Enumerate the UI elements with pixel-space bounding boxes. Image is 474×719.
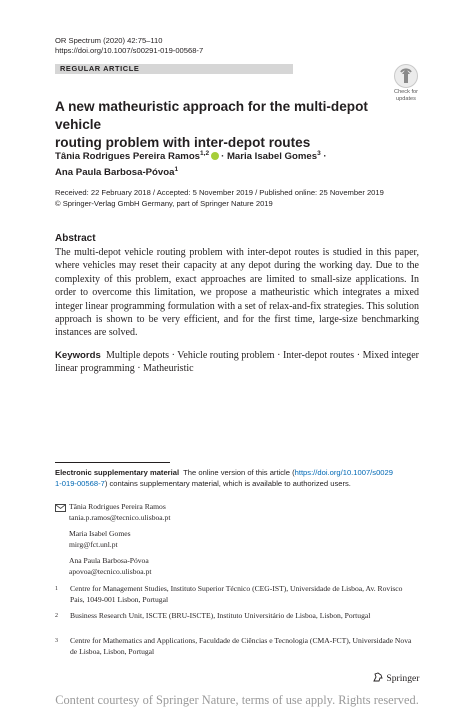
esm-text-before: The online version of this article ( [183, 468, 295, 477]
affiliation-3-text: Centre for Mathematics and Applications, Faculdade de Ciências e Tecnologia (CMA-FCT), Universidade Nova de Lisboa, Lisbon, Portugal [70, 636, 412, 656]
check-updates-line1: Check for [394, 89, 418, 95]
esm-text-after: ) contains supplementary material, which is available to authorized users. [104, 478, 351, 488]
keywords-label: Keywords [55, 350, 101, 361]
supplementary-note [55, 468, 415, 489]
contact-2-email[interactable]: mirg@fct.unl.pt [69, 539, 118, 549]
publisher-name: Springer [386, 673, 420, 684]
footnote-divider [55, 462, 170, 463]
keywords-text: Multiple depots · Vehicle routing problem · Inter-depot routes · Mixed integer linear programming · Matheuristic [55, 350, 420, 375]
affiliation-2-number: 2 [55, 613, 58, 619]
author-2: · Maria Isabel Gomes [221, 151, 318, 163]
esm-label: Electronic supplementary material [55, 468, 180, 477]
article-type-label: REGULAR ARTICLE [60, 64, 140, 73]
contact-2-name: Maria Isabel Gomes [69, 529, 131, 538]
journal-citation: OR Spectrum (2020) 42:75–110 [55, 36, 163, 45]
author-2-affil: 3 [317, 150, 321, 157]
date-history: Received: 22 February 2018 / Accepted: 5 November 2019 / Published online: 25 November 2019 [55, 188, 384, 197]
keywords-block [55, 349, 419, 376]
journal-header [55, 36, 203, 56]
author-1-affil: 1,2 [200, 150, 210, 157]
author-3-affil: 1 [174, 166, 179, 174]
esm-link-part2[interactable]: 1-019-00568-7 [55, 478, 105, 488]
abstract-text: The multi-depot vehicle routing problem with inter-depot routes is studied in this paper, where vehicles may reset their capacity at any depot during the working day. Due to the complexity of this problem, exact approaches are limited to small-size applications. In order to overcome this limitation, we propose a matheuristic which integrates a mixed integer linear programming formulation with a set of relax-and-fix strategies. This solution approach is shown to be very efficient, and for the first time, large-size benchmarking instances are solved. [55, 247, 419, 339]
affiliation-1-number: 1 [55, 586, 58, 592]
check-updates-line2: updates [396, 96, 416, 102]
author-1: Tânia Rodrigues Pereira Ramos [55, 151, 201, 163]
courtesy-footer: Content courtesy of Springer Nature, terms of use apply. Rights reserved. [55, 693, 419, 707]
author-3: Ana Paula Barbosa-Póvoa [55, 167, 175, 179]
check-updates-icon [394, 64, 418, 88]
corresponding-contacts [69, 502, 170, 577]
contact-3-name: Ana Paula Barbosa-Póvoa [69, 556, 149, 565]
copyright-line: © Springer-Verlag GmbH Germany, part of Springer Nature 2019 [55, 198, 273, 208]
contact-1-email[interactable]: tania.p.ramos@tecnico.ulisboa.pt [69, 512, 171, 522]
affiliation-3-number: 3 [55, 638, 58, 644]
affiliation-2-text: Business Research Unit, ISCTE (BRU-ISCTE), Instituto Universitário de Lisboa, Lisbon, Portugal [70, 611, 371, 620]
check-for-updates-badge[interactable] [390, 64, 422, 100]
author-separator: · [320, 151, 327, 163]
orcid-icon[interactable] [211, 152, 219, 160]
article-type-bar [55, 64, 293, 74]
doi-line[interactable]: https://doi.org/10.1007/s00291-019-00568-7 [55, 46, 204, 55]
envelope-icon [55, 504, 66, 512]
contact-1-name: Tânia Rodrigues Pereira Ramos [69, 502, 166, 511]
springer-horse-icon [372, 672, 384, 682]
contact-3-email[interactable]: apovoa@tecnico.ulisboa.pt [69, 566, 152, 576]
publication-dates [55, 188, 384, 209]
title-line-2: routing problem with inter-depot routes [55, 135, 311, 150]
publisher-logo [372, 672, 419, 684]
author-list [55, 147, 395, 179]
esm-link-part1[interactable]: https://doi.org/10.1007/s0029 [294, 468, 393, 477]
title-line-1: A new matheuristic approach for the multi-depot vehicle [55, 99, 368, 132]
article-title [55, 98, 385, 152]
affiliation-1-text: Centre for Management Studies, Instituto Superior Técnico (CEG-IST), Universidade de Lisboa, Av. Rovisco Pais, 1049-001 Lisbon, Portugal [70, 584, 403, 604]
abstract-heading: Abstract [55, 233, 96, 244]
